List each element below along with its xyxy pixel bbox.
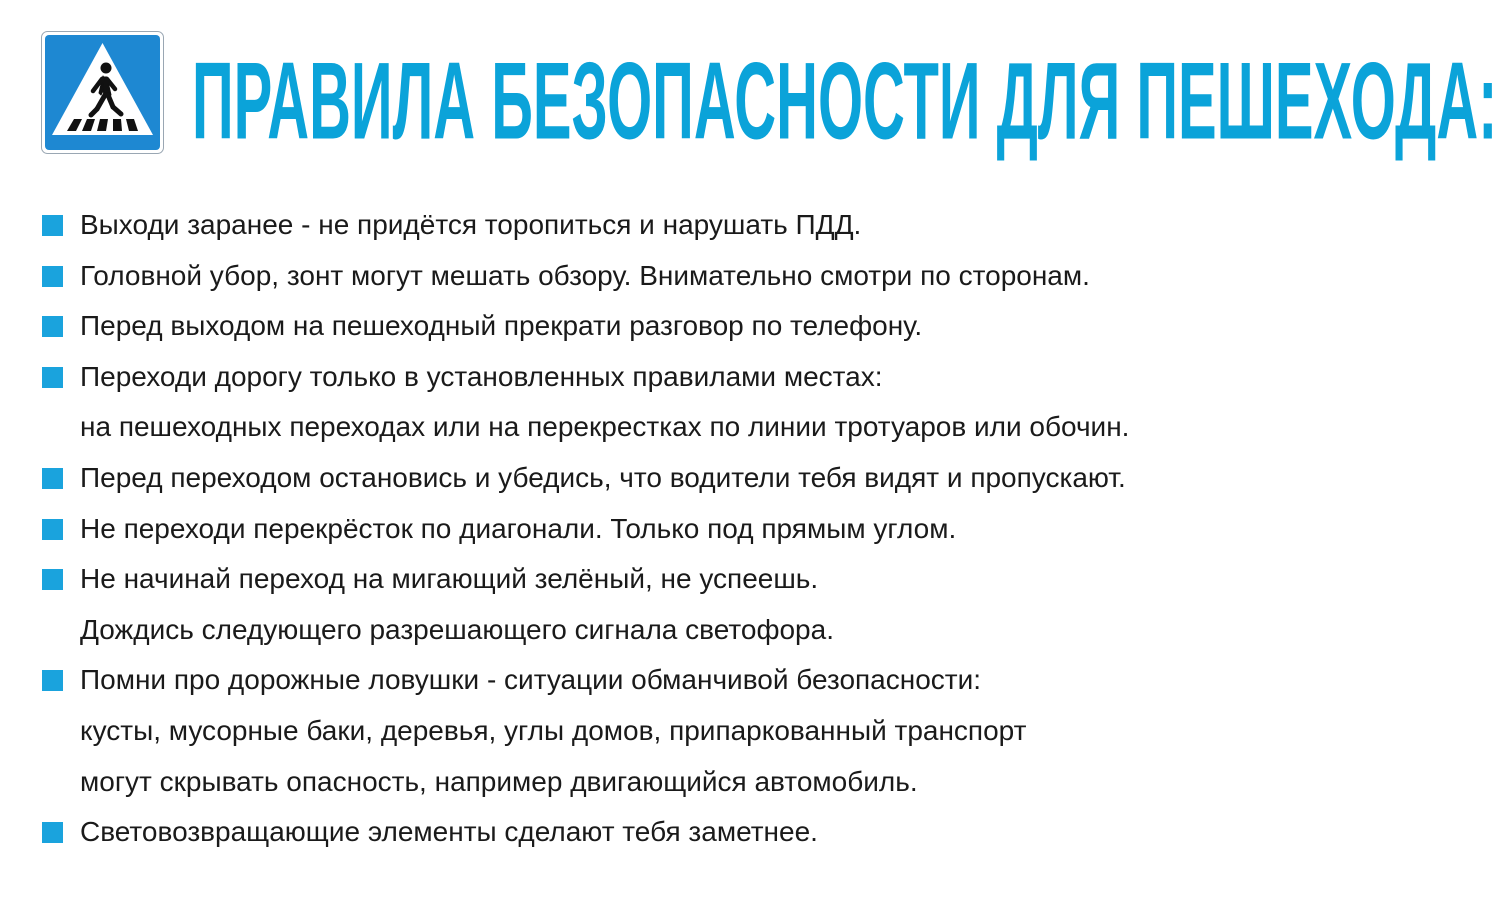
rule-text-continuation: могут скрывать опасность, например двигающийся автомобиль. bbox=[80, 765, 918, 797]
rule-text: Помни про дорожные ловушки - ситуации обманчивой безопасности: bbox=[80, 664, 982, 696]
bullet-square-icon bbox=[42, 468, 63, 489]
bullet-square-icon bbox=[42, 670, 63, 691]
rule-text: Выходи заранее - не придётся торопиться и нарушать ПДД. bbox=[80, 209, 862, 240]
rule-text: Световозвращающие элементы сделают тебя заметнее. bbox=[80, 816, 818, 848]
bullet-square-icon bbox=[42, 822, 63, 843]
rule-text: Перед переходом остановись и убедись, что водители тебя видят и пропускают. bbox=[80, 462, 1126, 493]
rule-text: Переходи дорогу только в установленных правилами местах: bbox=[80, 360, 883, 392]
bullet-square-icon bbox=[42, 519, 63, 540]
bullet-square-icon bbox=[42, 266, 63, 287]
rule-text-continuation: Дождись следующего разрешающего сигнала светофора. bbox=[80, 613, 834, 645]
bullet-square-icon bbox=[42, 316, 63, 337]
rule-text: Не начинай переход на мигающий зелёный, не успеешь. bbox=[80, 563, 819, 595]
rule-text: Не переходи перекрёсток по диагонали. Только под прямым углом. bbox=[80, 512, 957, 544]
pedestrian-crossing-sign bbox=[41, 31, 164, 154]
bullet-square-icon bbox=[42, 367, 63, 388]
rule-text: Головной убор, зонт могут мешать обзору. Внимательно смотри по сторонам. bbox=[80, 259, 1090, 291]
rule-text: Перед выходом на пешеходный прекрати разговор по телефону. bbox=[80, 310, 923, 342]
bullet-square-icon bbox=[42, 215, 63, 236]
pedestrian-crossing-icon bbox=[41, 31, 164, 154]
rule-text-continuation: на пешеходных переходах или на перекрестках по линии тротуаров или обочин. bbox=[80, 411, 1130, 443]
bullet-square-icon bbox=[42, 569, 63, 590]
page-title: ПРАВИЛА БЕЗОПАСНОСТИ ДЛЯ ПЕШЕХОДА: bbox=[192, 39, 1498, 163]
rule-text-continuation: кусты, мусорные баки, деревья, углы домов, припаркованный транспорт bbox=[80, 715, 1027, 746]
